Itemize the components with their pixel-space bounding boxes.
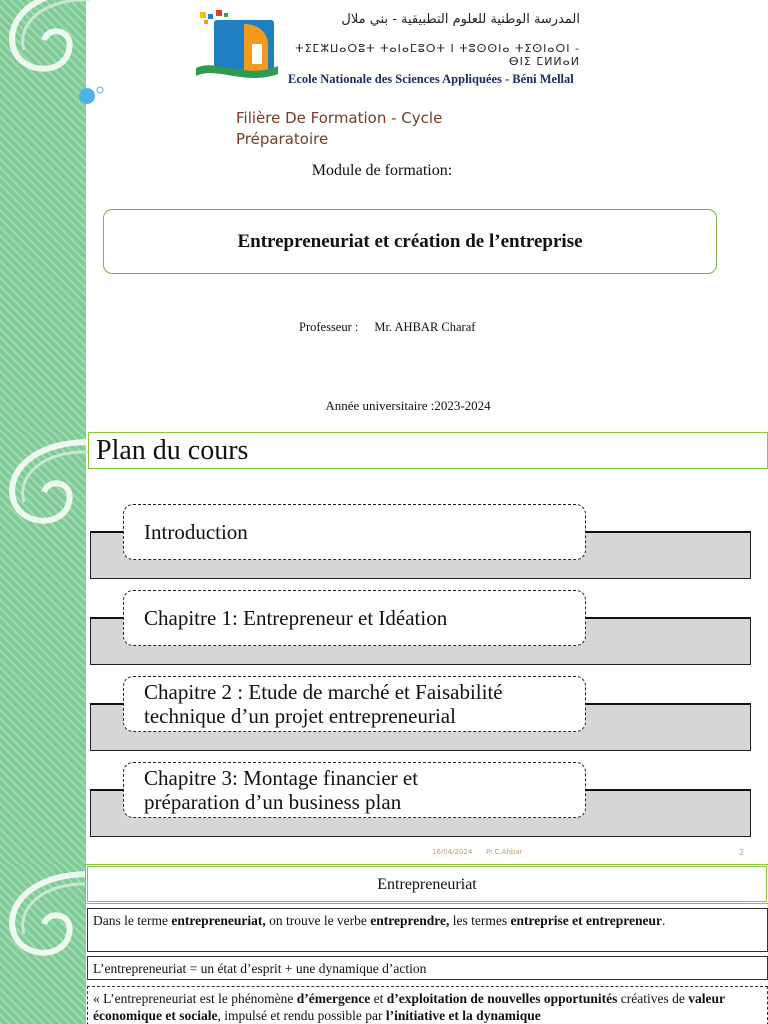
bold-term: l’initiative et la dynamique xyxy=(385,1008,541,1023)
text-run: les termes xyxy=(449,913,511,928)
module-label xyxy=(0,162,768,180)
bold-term: valeur économique et sociale xyxy=(93,991,725,1023)
plan-item-label-line-1: Chapitre 3: Montage financier et xyxy=(144,766,419,790)
logo-tifinagh-text: ⵜⵉⵎⵣⵡⴰⵔⵓⵜ ⵜⴰⵏⴰⵎⵓⵔⵜ ⵏ ⵜⵓⵙⵙⵏⴰ ⵜⵉⵙⵏⴰⵔⵏ - ⴱⵏⵉ ⵎⵍⵍⴰⵍ xyxy=(295,42,580,68)
text-run: Dans le terme xyxy=(93,913,172,928)
text-run: , impulsé et rendu possible par xyxy=(217,1008,386,1023)
module-title-box xyxy=(103,209,717,274)
plan-item-label-line-2: préparation d’un business plan xyxy=(144,790,402,814)
slide-title: Entrepreneuriat xyxy=(87,866,767,902)
text-run: « L’entrepreneuriat est le phénomène xyxy=(93,991,297,1006)
professor-line xyxy=(299,320,475,335)
slide-3 xyxy=(0,864,768,1024)
text-run: on trouve le verbe xyxy=(265,913,371,928)
module-title: Entrepreneuriat et création de l’entreprise xyxy=(237,230,583,252)
footer-author: Pr.C.Ahbar xyxy=(486,848,523,856)
bold-term: entreprise et entrepreneur xyxy=(510,913,662,928)
plan-item-chapter-2 xyxy=(123,676,586,732)
professor-name: Mr. AHBAR Charaf xyxy=(374,320,476,334)
plan-item-label-line-1: Chapitre 2 : Etude de marché et Faisabilité xyxy=(144,680,503,704)
academic-year: Année universitaire :2023-2024 xyxy=(325,398,491,413)
plan-item-label: Introduction xyxy=(144,520,248,544)
module-label-text: Module de formation: xyxy=(311,162,453,179)
footer-date: 16/04/2024 xyxy=(432,848,473,856)
professor-label: Professeur : xyxy=(299,320,359,334)
definition-paragraph xyxy=(87,908,768,952)
text-run: . xyxy=(661,913,666,928)
slide-1 xyxy=(0,0,768,432)
plan-item-chapter-3 xyxy=(123,762,586,818)
ensa-logo-icon xyxy=(196,10,278,82)
bold-term: d’émergence xyxy=(296,991,371,1006)
text-run: et xyxy=(370,991,387,1006)
bold-term: entrepreneuriat, xyxy=(171,913,266,928)
text-run: créatives de xyxy=(617,991,689,1006)
swirl-ornament-icon xyxy=(0,864,94,974)
logo-arabic-text: المدرسة الوطنية للعلوم التطبيقية - بني ملال xyxy=(341,12,580,27)
slide-2 xyxy=(0,432,768,864)
bubble-ornament-icon xyxy=(76,84,106,108)
quote-paragraph xyxy=(87,986,768,1024)
slide-title: Plan du cours xyxy=(88,432,768,469)
filiere-heading xyxy=(236,108,516,150)
plan-item-introduction xyxy=(123,504,586,560)
logo-french-text: Ecole Nationale des Sciences Appliquées - Béni Mellal xyxy=(288,72,574,86)
plan-item-label-line-2: technique d’un projet entrepreneurial xyxy=(144,704,456,728)
filiere-line-1: Filière De Formation - Cycle xyxy=(236,109,443,127)
page-number: 2 xyxy=(739,848,745,857)
equation-paragraph: L’entrepreneuriat = un état d’esprit + une dynamique d’action xyxy=(87,956,768,980)
filiere-line-2: Préparatoire xyxy=(236,130,329,148)
bold-term: d’exploitation de nouvelles opportunités xyxy=(386,991,618,1006)
plan-item-label: Chapitre 1: Entrepreneur et Idéation xyxy=(144,606,448,630)
plan-item-chapter-1 xyxy=(123,590,586,646)
swirl-ornament-icon xyxy=(0,0,94,90)
bold-term: entreprendre, xyxy=(370,913,450,928)
swirl-ornament-icon xyxy=(0,432,94,542)
